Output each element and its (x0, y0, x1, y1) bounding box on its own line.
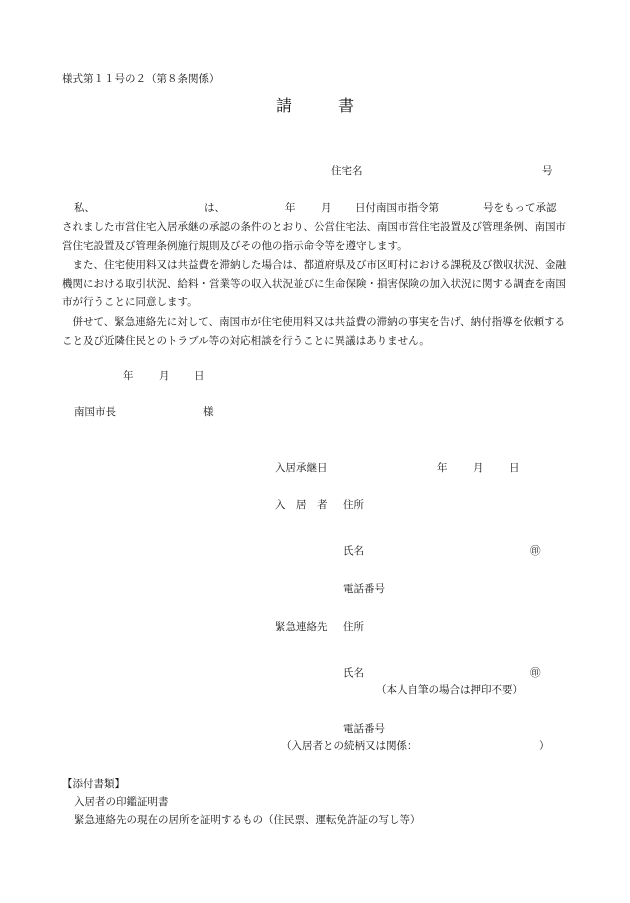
emergency-address-label: 住所 (343, 621, 364, 633)
attachments-heading: 【添付書類】 (62, 778, 125, 790)
date-year: 年 (123, 370, 134, 382)
date-day: 日 (194, 370, 205, 382)
addressee-name: 南国市長 (74, 406, 116, 418)
p1-intro: 私、 (74, 202, 95, 214)
p1-go-text: 号をもって承認 (483, 202, 557, 214)
tenant-seal-mark: ㊞ (530, 545, 541, 557)
emergency-seal-mark: ㊞ (530, 667, 541, 679)
tenant-name-label: 氏名 (343, 545, 364, 557)
p1-day-text: 日付南国市指令第 (355, 202, 439, 214)
succession-day: 日 (509, 462, 520, 474)
p1-year: 年 (285, 202, 296, 214)
emergency-relation-close: ） (539, 740, 550, 752)
succession-year: 年 (437, 462, 448, 474)
emergency-name-label: 氏名 (343, 667, 364, 679)
emergency-seal-note: （本人自筆の場合は押印不要） (376, 684, 523, 696)
emergency-label: 緊急連絡先 (275, 621, 328, 633)
attachment-item: 入居者の印鑑証明書 (74, 796, 169, 808)
succession-month: 月 (473, 462, 484, 474)
form-number: 様式第１１号の２（第８条関係） (62, 73, 220, 85)
p1-body: されました市営住宅入居承継の承認の条件のとおり、公営住宅法、南国市営住宅設置及び管理条例、南国市営住宅設置及び管理条例施行規則及びその他の指示命令等を遵守します。 (62, 221, 566, 252)
p1-wa: は、 (204, 202, 225, 214)
housing-unit-label: 号 (542, 165, 553, 177)
tenant-address-label: 住所 (343, 499, 364, 511)
paragraph-consent: また、住宅使用料又は共益費を滞納した場合は、都道府県及び市区町村における課税及び徴収状況、金融機関における取引状況、給料・営業等の収入状況並びに生命保険・損害保険の加入状況に関する調査を南国市が行うことに同意します。 (62, 259, 566, 308)
document-title-char-2: 書 (338, 96, 355, 115)
succession-date-label: 入居承継日 (275, 462, 328, 474)
addressee-honorific: 様 (203, 406, 214, 418)
tenant-label: 入 居 者 (275, 499, 328, 511)
paragraph-emergency: 併せて、緊急連絡先に対して、南国市が住宅使用料又は共益費の滞納の事実を告げ、納付指導を依頼すること及び近隣住民とのトラブル等の対応相談を行うことに異議はありません。 (62, 316, 566, 347)
tenant-phone-label: 電話番号 (343, 583, 385, 595)
emergency-relation-label: （入居者との続柄又は関係： (281, 740, 418, 752)
document-title-char-1: 請 (276, 96, 293, 115)
date-month: 月 (159, 370, 170, 382)
attachment-item: 緊急連絡先の現在の居所を証明するもの（住民票、運転免許証の写し等） (74, 814, 421, 826)
housing-name-label: 住宅名 (331, 165, 363, 177)
emergency-phone-label: 電話番号 (343, 723, 385, 735)
p1-month: 月 (321, 202, 332, 214)
